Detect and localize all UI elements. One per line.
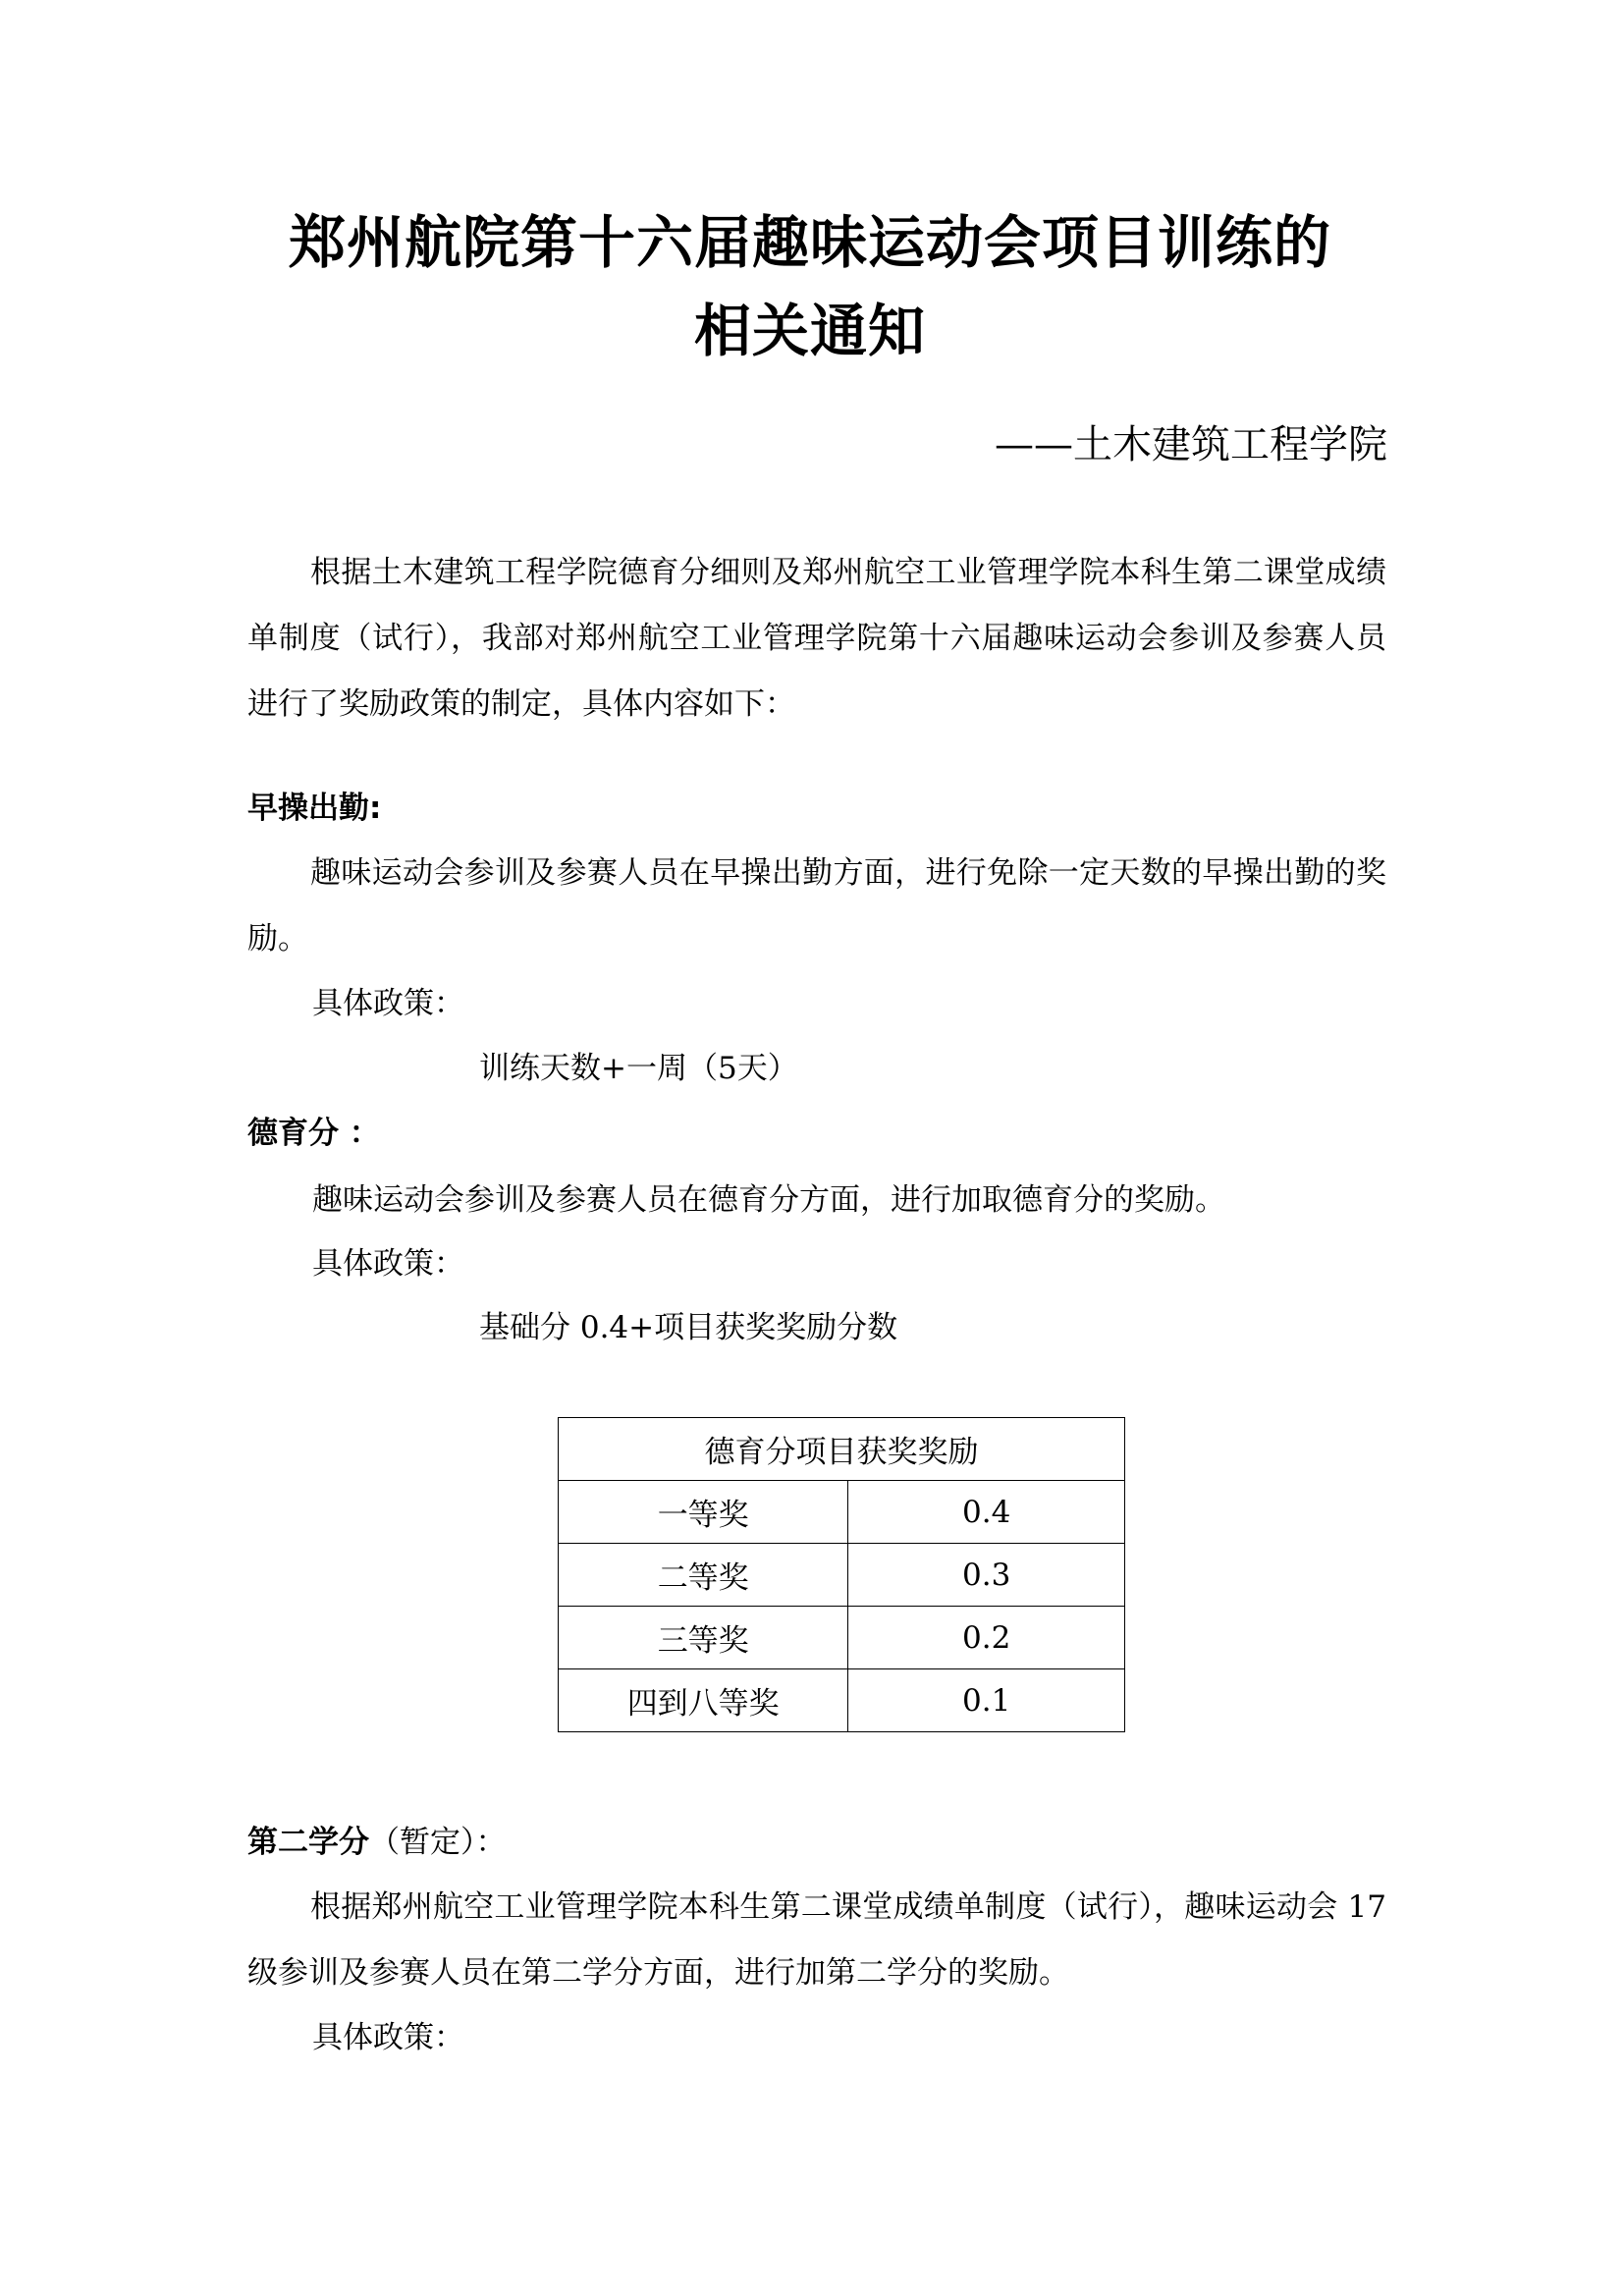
document-title-line-2: 相关通知 [693, 298, 926, 364]
section-heading-moral: 德育分 ： [247, 1116, 380, 1151]
award-score-cell: 0.1 [848, 1669, 1125, 1732]
table-row [559, 1607, 1125, 1669]
table-header-cell: 德育分项目获奖奖励 [559, 1418, 1125, 1481]
section-body-credit: 根据郑州航空工业管理学院本科生第二课堂成绩单制度（试行），趣味运动会 17 级参训及参赛人员在第二学分方面，进行加第二学分的奖励。 [247, 1889, 1386, 1991]
policy-label-morning: 具体政策： [312, 986, 464, 1021]
section-heading-credit-main: 第二学分 [247, 1825, 369, 1860]
policy-label-moral: 具体政策： [312, 1246, 464, 1282]
table-row [559, 1481, 1125, 1544]
policy-label-credit: 具体政策： [312, 2020, 464, 2055]
section-heading-morning: 早操出勤: [247, 791, 382, 826]
section-body-moral: 趣味运动会参训及参赛人员在德育分方面，进行加取德育分的奖励。 [312, 1182, 1225, 1218]
document-title-line-1: 郑州航院第十六届趣味运动会项目训练的 [288, 209, 1331, 276]
policy-value-moral: 基础分 0.4+项目获奖奖励分数 [479, 1310, 898, 1345]
policy-value-morning: 训练天数+一周（5天） [479, 1051, 798, 1086]
intro-paragraph: 根据土木建筑工程学院德育分细则及郑州航空工业管理学院本科生第二课堂成绩单制度（试行），我部对郑州航空工业管理学院第十六届趣味运动会参训及参赛人员进行了奖励政策的制定，具体内容如下： [247, 555, 1386, 722]
section-heading-credit [247, 1822, 507, 1863]
award-level-cell: 一等奖 [559, 1481, 848, 1544]
section-heading-credit-suffix: （暂定）： [369, 1825, 507, 1860]
table-header-row [559, 1418, 1125, 1481]
table-row [559, 1544, 1125, 1607]
award-level-cell: 四到八等奖 [559, 1669, 848, 1732]
award-score-cell: 0.3 [848, 1544, 1125, 1607]
table-row [559, 1669, 1125, 1732]
issuer-signature: ——土木建筑工程学院 [995, 422, 1387, 467]
award-table [558, 1417, 1125, 1732]
award-level-cell: 二等奖 [559, 1544, 848, 1607]
section-body-morning: 趣味运动会参训及参赛人员在早操出勤方面，进行免除一定天数的早操出勤的奖励。 [247, 855, 1386, 957]
award-level-cell: 三等奖 [559, 1607, 848, 1669]
award-score-cell: 0.2 [848, 1607, 1125, 1669]
award-score-cell: 0.4 [848, 1481, 1125, 1544]
